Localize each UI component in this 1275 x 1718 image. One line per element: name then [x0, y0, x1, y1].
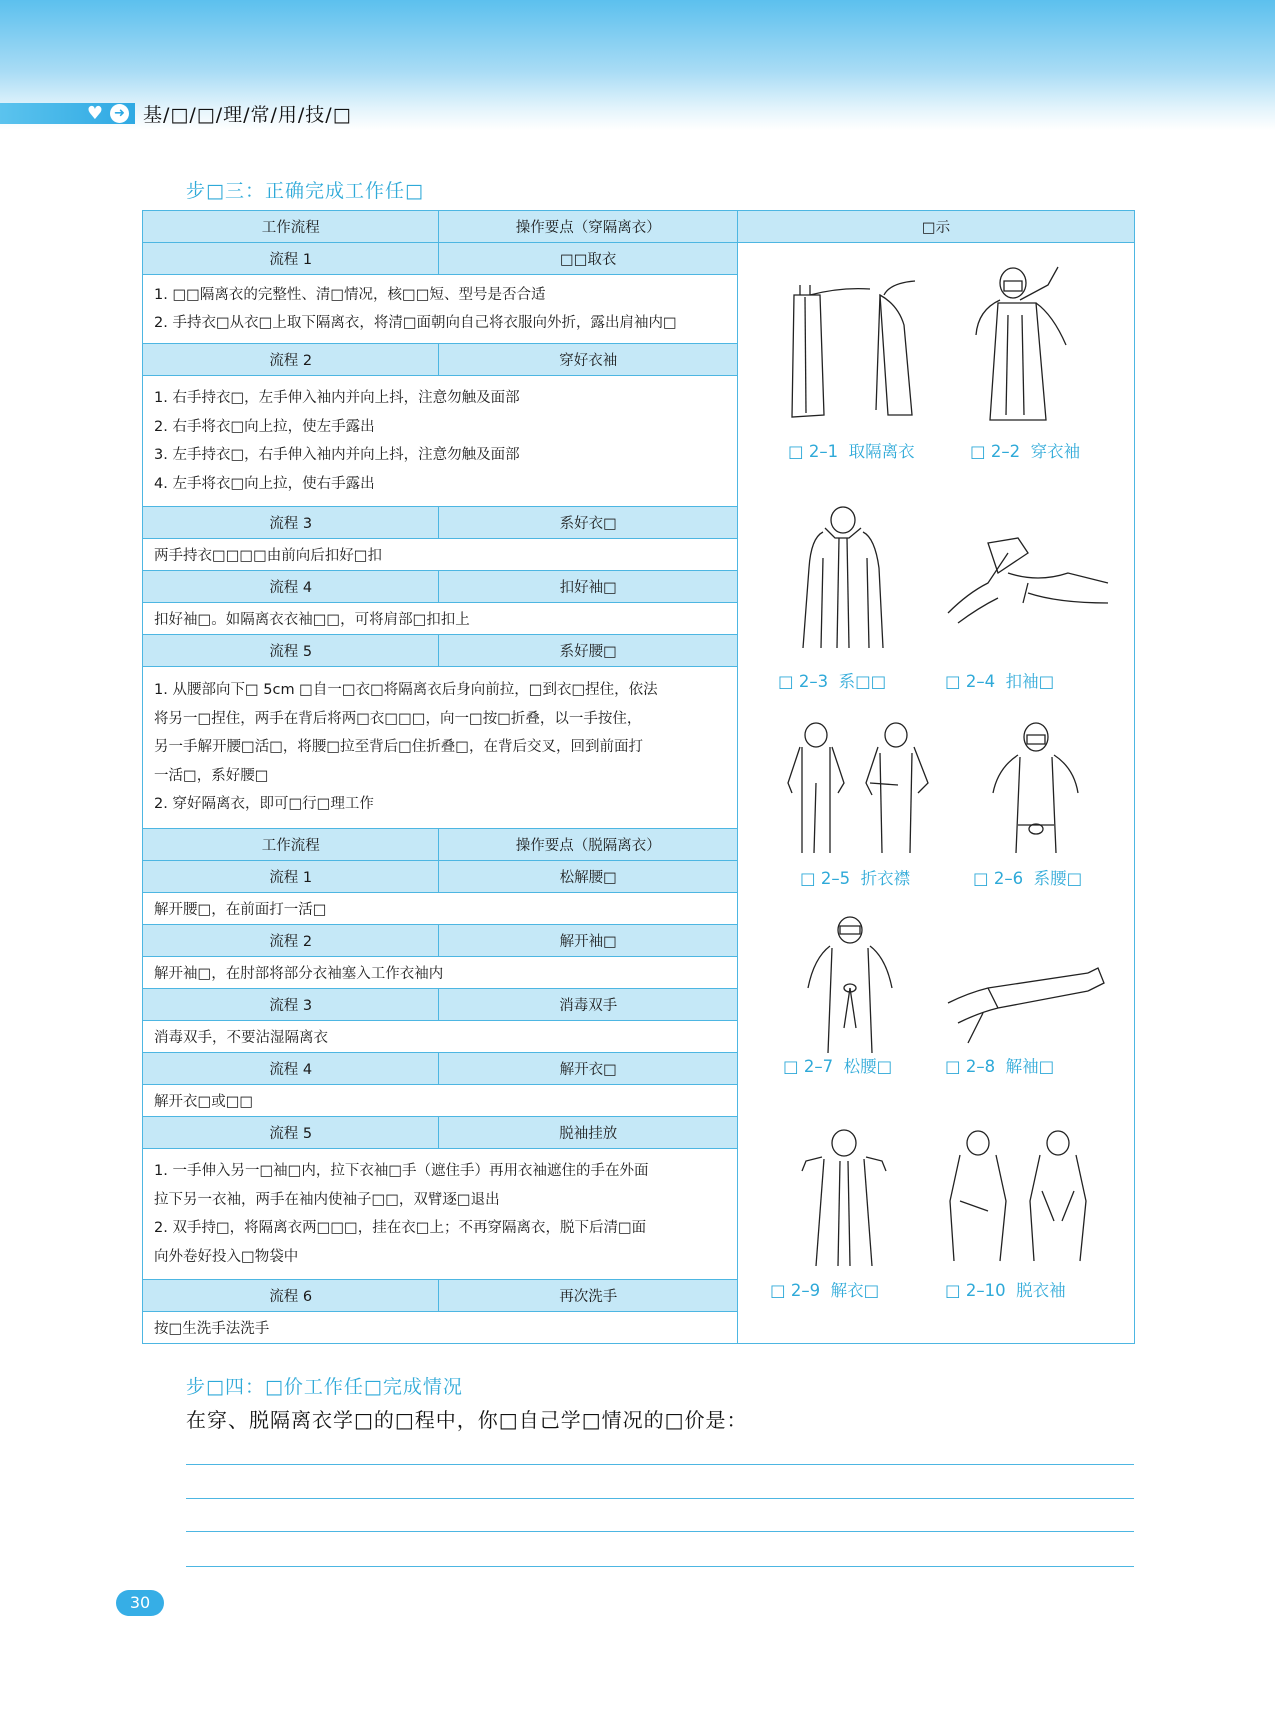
figure-caption: □ 2–7 松腰□: [782, 1057, 893, 1076]
figure-caption: □ 2–3 系□□: [777, 672, 887, 691]
step-label: 流程 3: [143, 989, 439, 1021]
figure-caption: □ 2–1 取隔离衣: [787, 442, 915, 461]
header-points-don: 操作要点（穿隔离衣）: [439, 211, 738, 243]
figure-tie-waist: [978, 713, 1098, 863]
figure-button-cuff: [938, 513, 1118, 653]
step-detail: 解开袖□，在肘部将部分衣袖塞入工作衣袖内: [143, 957, 738, 989]
step-detail: 1. □□隔离衣的完整性、清□情况，核□□短、型号是否合适 2. 手持衣□从衣□上取下隔离衣，将清□面朝向自己将衣服向外折，露出肩袖内□: [143, 275, 738, 344]
evaluation-question: 在穿、脱隔离衣学□的□程中，你□自己学□情况的□价是：: [186, 1408, 748, 1432]
step-label: 流程 1: [143, 243, 439, 275]
figure-caption: □ 2–10 脱衣袖: [944, 1281, 1066, 1300]
header-points-doff: 操作要点（脱隔离衣）: [439, 829, 738, 861]
figure-fold-lapel: [778, 713, 948, 863]
header-process: 工作流程: [143, 211, 439, 243]
table-header-row: [143, 211, 1135, 243]
step-detail: 消毒双手，不要沾湿隔离衣: [143, 1021, 738, 1053]
arrow-right-icon: ➜: [110, 104, 129, 123]
figure-caption: □ 2–8 解袖□: [944, 1057, 1055, 1076]
figure-caption: □ 2–5 折衣襟: [799, 869, 911, 888]
figure-caption: □ 2–6 系腰□: [972, 869, 1083, 888]
header-illustration: □示: [737, 211, 1134, 243]
figure-caption: □ 2–2 穿衣袖: [969, 442, 1081, 461]
figure-caption: □ 2–9 解衣□: [769, 1281, 880, 1300]
step-label: 流程 4: [143, 571, 439, 603]
step-action: 消毒双手: [439, 989, 738, 1021]
figure-loosen-waist: [788, 908, 918, 1058]
step-action: 松解腰□: [439, 861, 738, 893]
illustration-panel: [737, 243, 1134, 1344]
step-detail: 两手持衣□□□□由前向后扣好□扣: [143, 539, 738, 571]
step-action: 解开衣□: [439, 1053, 738, 1085]
chapter-title: 基/□/□/理/常/用/技/□: [143, 104, 352, 126]
step-label: 流程 1: [143, 861, 439, 893]
step-action: 扣好袖□: [439, 571, 738, 603]
answer-line[interactable]: [186, 1464, 1134, 1465]
figure-remove-sleeve: [938, 1121, 1108, 1271]
step-detail: 解开腰□，在前面打一活□: [143, 893, 738, 925]
step-action: 再次洗手: [439, 1280, 738, 1312]
figure-undo-collar: [776, 1121, 916, 1271]
step-label: 流程 4: [143, 1053, 439, 1085]
step-detail: 扣好袖□。如隔离衣衣袖□□，可将肩部□扣扣上: [143, 603, 738, 635]
step-detail: 解开衣□或□□: [143, 1085, 738, 1117]
step-detail: 1. 右手持衣□，左手伸入袖内并向上抖，注意勿触及面部 2. 右手将衣□向上拉，使左手露出 3. 左手持衣□，右手伸入袖内并向上抖，注意勿触及面部 4. 左手将衣□向上拉，使右手露出: [143, 376, 738, 507]
header-process: 工作流程: [143, 829, 439, 861]
table-row: [143, 243, 1135, 275]
step-action: 解开袖□: [439, 925, 738, 957]
figure-take-gown: [780, 265, 930, 435]
step-label: 流程 2: [143, 925, 439, 957]
figure-caption: □ 2–4 扣袖□: [944, 672, 1055, 691]
answer-line[interactable]: [186, 1498, 1134, 1499]
step-detail: 1. 一手伸入另一□袖□内，拉下衣袖□手（遮住手）再用衣袖遮住的手在外面 拉下另一衣袖，两手在袖内使袖子□□，双臂逐□退出 2. 双手持□，将隔离衣两□□□，挂在衣□上；不再穿隔离衣，脱下后清□面 向外卷好投入□物袋中: [143, 1149, 738, 1280]
step4-title: 步□四：□价工作任□完成情况: [186, 1376, 463, 1398]
step-label: 流程 2: [143, 344, 439, 376]
step-action: 系好衣□: [439, 507, 738, 539]
heart-icon: ♥: [86, 103, 104, 124]
step-action: 脱袖挂放: [439, 1117, 738, 1149]
figure-area: [738, 243, 1132, 1343]
procedure-table: [142, 210, 1135, 1344]
step-label: 流程 3: [143, 507, 439, 539]
answer-line[interactable]: [186, 1566, 1134, 1567]
step-label: 流程 5: [143, 1117, 439, 1149]
figure-put-sleeve: [958, 255, 1108, 435]
step-detail: 1. 从腰部向下□ 5cm □自一□衣□将隔离衣后身向前拉，□到衣□捏住，依法 将另一□捏住，两手在背后将两□衣□□□，向一□按□折叠，以一手按住， 另一手解开腰□活□，将腰□拉至背后□住折叠□，在背后交叉，回到前面打 一活□，系好腰□ 2. 穿好隔离衣，即可□行□理工作: [143, 667, 738, 829]
figure-tie-collar: [783, 498, 933, 658]
step-action: 系好腰□: [439, 635, 738, 667]
page-number: 30: [116, 1590, 164, 1616]
answer-line[interactable]: [186, 1531, 1134, 1532]
step-action: □□取衣: [439, 243, 738, 275]
step-label: 流程 6: [143, 1280, 439, 1312]
step-detail: 按□生洗手法洗手: [143, 1312, 738, 1344]
figure-undo-cuff: [938, 933, 1108, 1053]
step-label: 流程 5: [143, 635, 439, 667]
step-action: 穿好衣袖: [439, 344, 738, 376]
step3-title: 步□三：正确完成工作任□: [186, 180, 424, 202]
